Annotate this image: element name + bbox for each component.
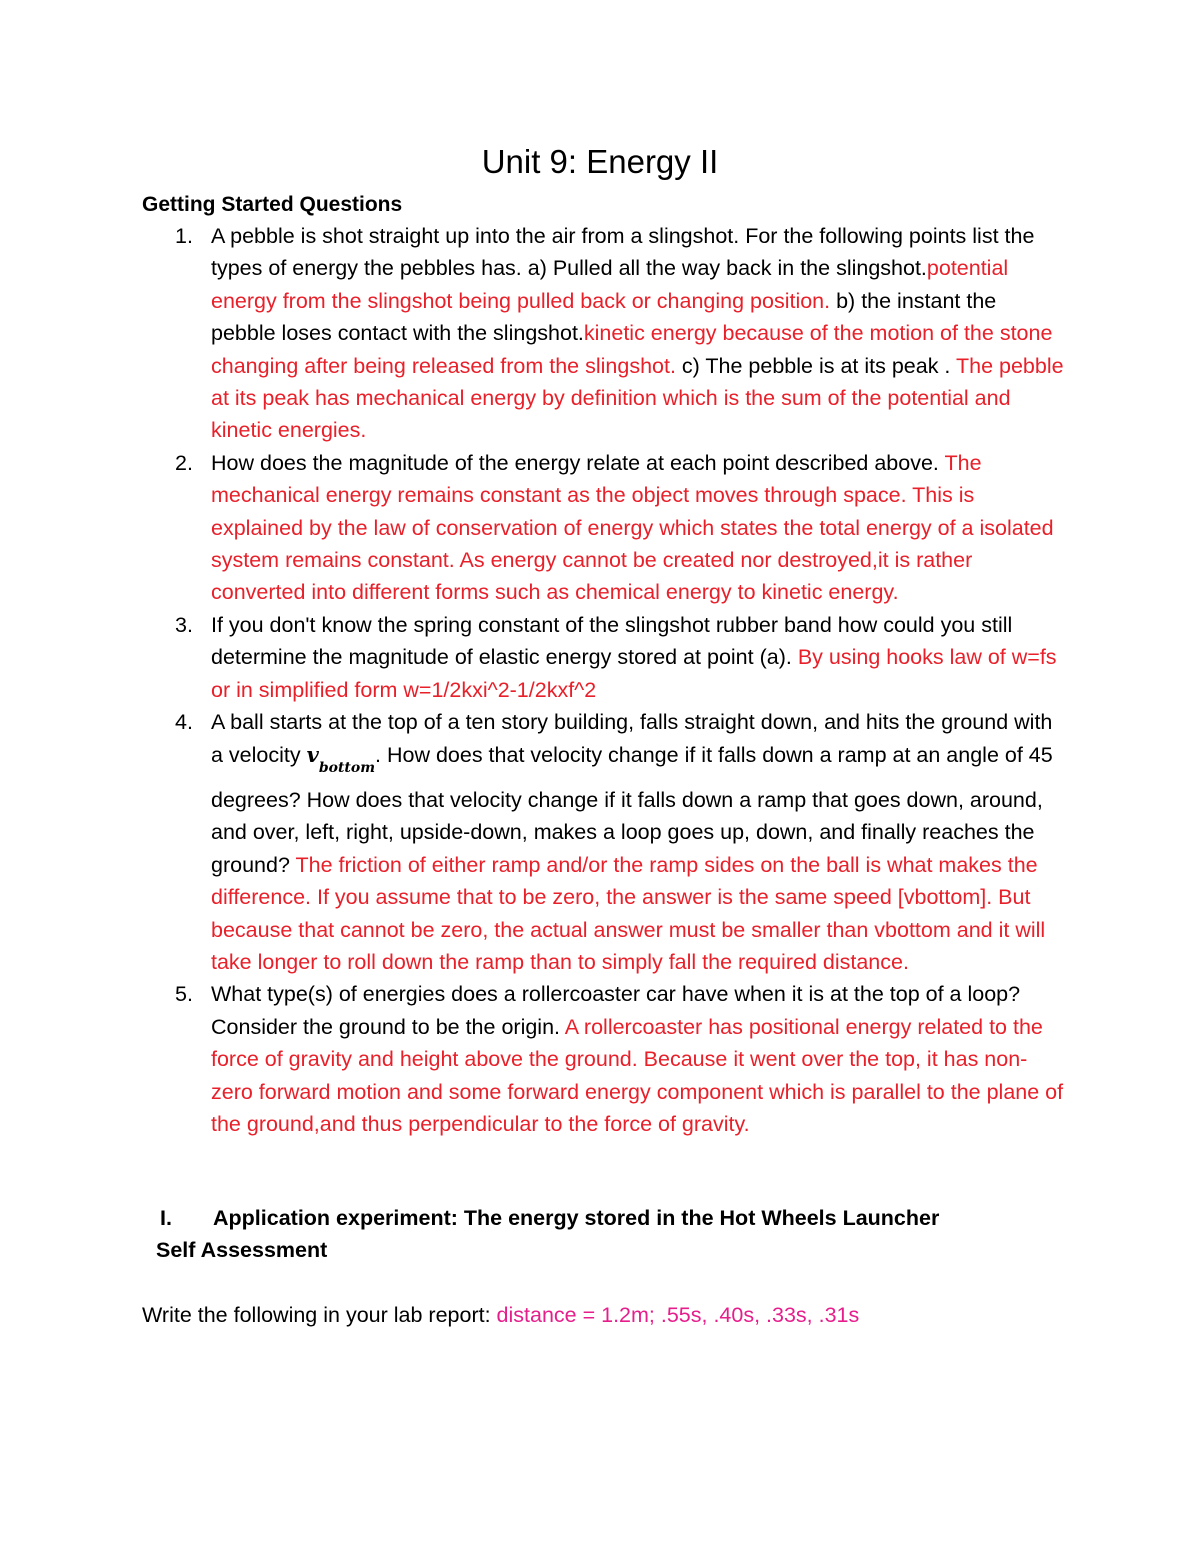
self-assessment-heading: Self Assessment [156,1238,328,1262]
question-text: If you don't know the spring constant of the slingshot rubber band how could you still determine the magnitude of elastic energy stored at point (a). [211,612,1013,670]
question-text: c) The pebble is at its peak . [675,353,956,378]
velocity-line [307,739,832,774]
question-text: b) the instant the pebble loses contact with the slingshot. [211,288,997,346]
application-title: Application experiment: The energy stored in the Hot Wheels Launcher [213,1206,940,1230]
question-text: A ball starts at the top of a ten story building, falls straight down, and hits the ground with a velocity [211,710,1053,767]
answer-text: The mechanical energy remains constant as the object moves through space. This is explained by the law of conservation of energy which states the total energy of a isolated system remains constant. As energy cannot be created nor destroyed,it is rather converted into different forms such as chemical energy to kinetic energy. [211,450,1054,605]
question-text: What type(s) of energies does a rollercoaster car have when it is at the top of a loop? Consider the ground to be the origin. [211,982,1021,1039]
question-4 [0,706,1066,978]
question-number: 5. [175,982,193,1007]
answer-text: kinetic energy because of the motion of the stone changing after being released from the slingshot. [211,321,1053,378]
question-number: 4. [175,710,193,735]
question-1 [0,220,1066,447]
questions-list [0,220,1066,1140]
question-text: How does the magnitude of the energy relate at each point described above. [211,450,945,475]
velocity-symbol: v [306,741,319,767]
question-text: A pebble is shot straight up into the air from a slingshot. For the following points list the types of energy the pebbles has. a) Pulled all the way back in the slingshot. [211,224,1035,281]
question-number: 3. [175,612,193,637]
question-number: 1. [175,224,193,248]
lab-report-prompt: Write the following in your lab report: [142,1303,497,1327]
lab-report-value: distance = 1.2m; .55s, .40s, .33s, .31s [496,1303,860,1327]
velocity-subscript: bottom [318,759,376,776]
answer-text: By using hooks law of w=fs or in simplified form w=1/2kxi^2-1/2kxf^2 [211,645,1057,702]
answer-text: potential energy from the slingshot being pulled back or changing position. [211,256,1009,313]
page-title: Unit 9: Energy II [481,143,719,180]
question-2 [0,447,1066,609]
application-numeral: I. [160,1206,172,1230]
question-5 [0,978,1066,1140]
answer-text: The friction of either ramp and/or the ramp sides on the ball is what makes the difference. If you assume that to be zero, the answer is the same speed [vbottom]. But because that cannot be zero, the actual answer must be smaller than vbottom and it will take longer to roll down the ramp than to simply fall the required distance. [211,852,1046,974]
section-heading: Getting Started Questions [142,193,403,216]
lab-report-line [142,1299,859,1331]
question-text: ramp at an angle of 45 degrees? How does that velocity change if it falls down a ramp that goes down, around, and over, left, right, upside-down, makes a loop goes up, down, and finally reaches the ground? [211,742,1053,877]
question-text: . How does that velocity change if it falls down a [375,742,832,767]
question-number: 2. [175,450,193,475]
answer-text: The pebble at its peak has mechanical energy by definition which is the sum of the potential and kinetic energies. [211,353,1064,443]
answer-text: A rollercoaster has positional energy related to the force of gravity and height above the ground. Because it went over the top, it has non-zero forward motion and some forward energy component which is parallel to the plane of the ground,and thus perpendicular to the force of gravity. [211,1014,1064,1136]
question-3 [0,609,1066,706]
